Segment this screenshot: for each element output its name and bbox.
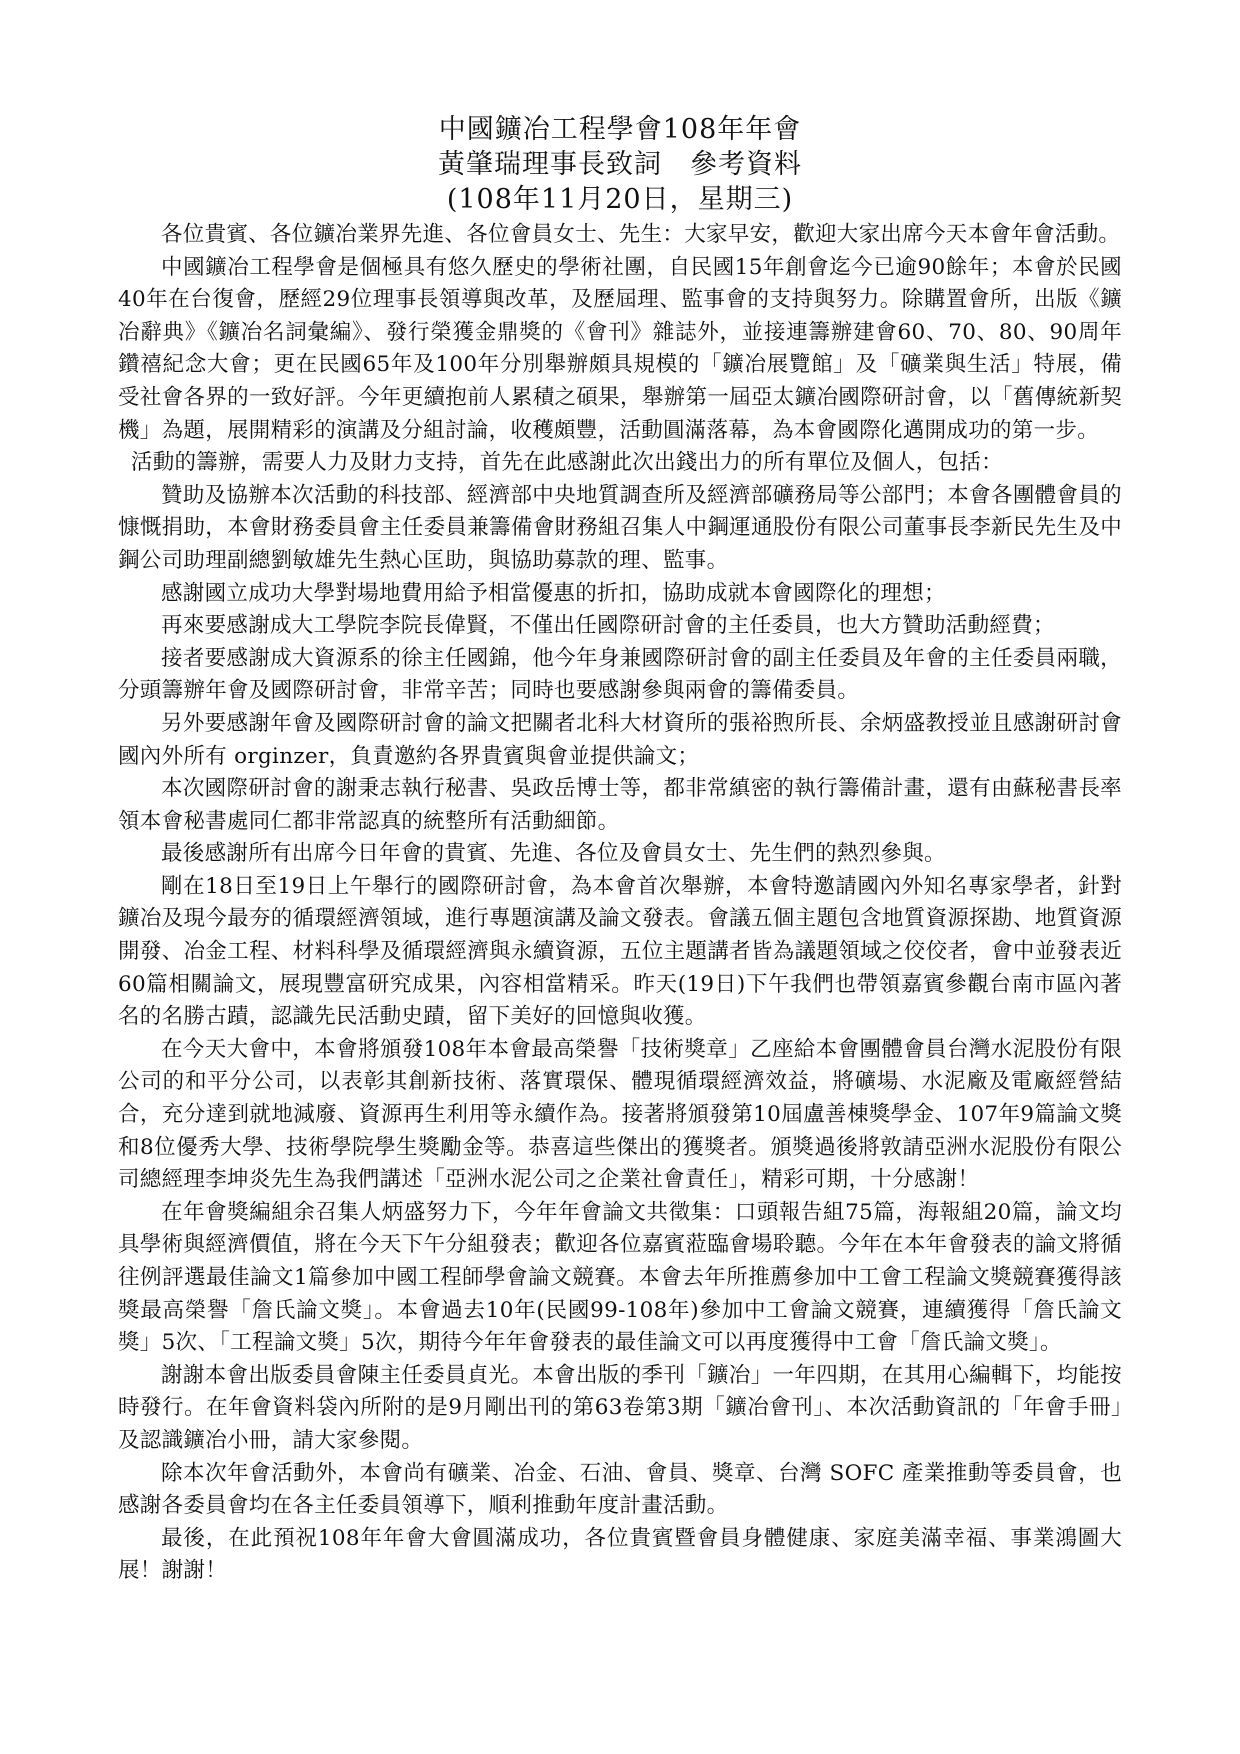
paragraph-greeting: 各位貴賓、各位鑛冶業界先進、各位會員女士、先生：大家早安，歡迎大家出席今天本會年會活動。	[161, 222, 1121, 247]
paragraph-publications: 謝謝本會出版委員會陳主任委員貞光。本會出版的季刊「鑛冶」一年四期，在其用心編輯下，均能按時發行。在年會資料袋內所附的是9月剛出刊的第63卷第3期「鑛冶會刊」、本次活動資訊的「年會手冊」及認識鑛冶小冊，請大家參閱。	[118, 1362, 1122, 1453]
paragraph-thanks-intro: 活動的籌辦，需要人力及財力支持，首先在此感謝此次出錢出力的所有單位及個人，包括：	[130, 450, 1003, 476]
paragraph-closing: 最後，在此預祝108年年會大會圓滿成功，各位貴賓暨會員身體健康、家庭美滿幸福、事業鴻圖大展！謝謝！	[118, 1525, 1122, 1584]
paragraph-papers: 在年會獎編組余召集人炳盛努力下，今年年會論文共徵集：口頭報告組75篇，海報組20篇，論文均具學術與經濟價值，將在今天下午分組發表；歡迎各位嘉賓蒞臨會場聆聽。今年在本年會發表的論文將循往例評選最佳論文1篇參加中國工程師學會論文競賽。本會去年所推薦參加中工會工程論文獎競賽獲得該獎最高榮譽「詹氏論文獎」。本會過去10年(民國99-108年)參加中工會論文競賽，連續獲得「詹氏論文獎」5次、「工程論文獎」5次，期待今年年會發表的最佳論文可以再度獲得中工會「詹氏論文獎」。	[118, 1199, 1122, 1356]
paragraph-ncku-venue: 感謝國立成功大學對場地費用給予相當優惠的折扣，協助成就本會國際化的理想；	[161, 580, 946, 606]
paragraph-awards: 在今天大會中，本會將頒發108年本會最高榮譽「技術獎章」乙座給本會團體會員台灣水泥股份有限公司的和平分公司，以表彰其創新技術、落實環保、體現循環經濟效益，將礦場、水泥廠及電廠經營結合，充分達到就地減廢、資源再生利用等永續作為。接著將頒發第10屆盧善棟獎學金、107年9篇論文獎和8位優秀大學、技術學院學生獎勵金等。恭喜這些傑出的獲獎者。頒獎過後將敦請亞洲水泥股份有限公司總經理李坤炎先生為我們講述「亞洲水泥公司之企業社會責任」，精彩可期，十分感謝！	[118, 1036, 1122, 1193]
paragraph-sponsors: 贊助及協辦本次活動的科技部、經濟部中央地質調查所及經濟部礦務局等公部門；本會各團體會員的慷慨捐助，本會財務委員會主任委員兼籌備會財務組召集人中鋼運通股份有限公司董事長李新民先生及中鋼公司助理副總劉敏雄先生熱心匡助，與協助募款的理、監事。	[118, 482, 1122, 573]
paragraph-dean: 再來要感謝成大工學院李院長偉賢，不僅出任國際研討會的主任委員，也大方贊助活動經費；	[161, 613, 1055, 639]
paragraph-conference: 剛在18日至19日上午舉行的國際研討會，為本會首次舉辦，本會特邀請國內外知名專家學者，針對鑛冶及現今最夯的循環經濟領域，進行專題演講及論文發表。會議五個主題包含地質資源探勘、地質資源開發、冶金工程、材料科學及循環經濟與永續資源，五位主題講者皆為議題領域之佼佼者，會中並發表近60篇相關論文，展現豐富研究成果，內容相當精采。昨天(19日)下午我們也帶領嘉賓參觀台南市區內著名的名勝古蹟，認識先民活動史蹟，留下美好的回憶與收獲。	[118, 873, 1122, 1030]
speech-body	[118, 219, 1122, 1588]
paragraph-reviewers: 另外要感謝年會及國際研討會的論文把關者北科大材資所的張裕煦所長、余炳盛教授並且感謝研討會國內外所有 orginzer，負責邀約各界貴賓與會並提供論文；	[118, 710, 1122, 769]
document-header	[118, 112, 1122, 217]
document-page	[118, 112, 1122, 1588]
document-subtitle: 黃肇瑞理事長致詞 參考資料	[438, 149, 802, 180]
document-title: 中國鑛冶工程學會108年年會	[438, 114, 802, 145]
paragraph-attendees: 最後感謝所有出席今日年會的貴賓、先進、各位及會員女士、先生們的熱烈參與。	[161, 841, 946, 867]
paragraph-history: 中國鑛冶工程學會是個極具有悠久歷史的學術社團，自民國15年創會迄今已逾90餘年；本會於民國40年在台復會，歷經29位理事長領導與改革，及歷屆理、監事會的支持與努力。除購置會所，出版《鑛冶辭典》《鑛冶名詞彙編》、發行榮獲金鼎獎的《會刊》雜誌外，並接連籌辦建會60、70、80、90周年鑽禧紀念大會；更在民國65年及100年分別舉辦頗具規模的「鑛冶展覽館」及「礦業與生活」特展，備受社會各界的一致好評。今年更續抱前人累積之碩果，舉辦第一屆亞太鑛冶國際研討會，以「舊傳統新契機」為題，展開精彩的演講及分組討論，收穫頗豐，活動圓滿落幕，為本會國際化邁開成功的第一步。	[118, 254, 1122, 443]
paragraph-secretariat: 本次國際研討會的謝秉志執行秘書、吳政岳博士等，都非常縝密的執行籌備計畫，還有由蘇秘書長率領本會秘書處同仁都非常認真的統整所有活動細節。	[118, 776, 1122, 834]
paragraph-committees: 除本次年會活動外，本會尚有礦業、冶金、石油、會員、獎章、台灣 SOFC 產業推動等委員會，也感謝各委員會均在各主任委員領導下，順利推動年度計畫活動。	[118, 1460, 1122, 1519]
document-date: (108年11月20日，星期三)	[446, 184, 794, 215]
paragraph-department-chair: 接者要感謝成大資源系的徐主任國錦，他今年身兼國際研討會的副主任委員及年會的主任委員兩職，分頭籌辦年會及國際研討會，非常辛苦；同時也要感謝參與兩會的籌備委員。	[118, 645, 1122, 704]
